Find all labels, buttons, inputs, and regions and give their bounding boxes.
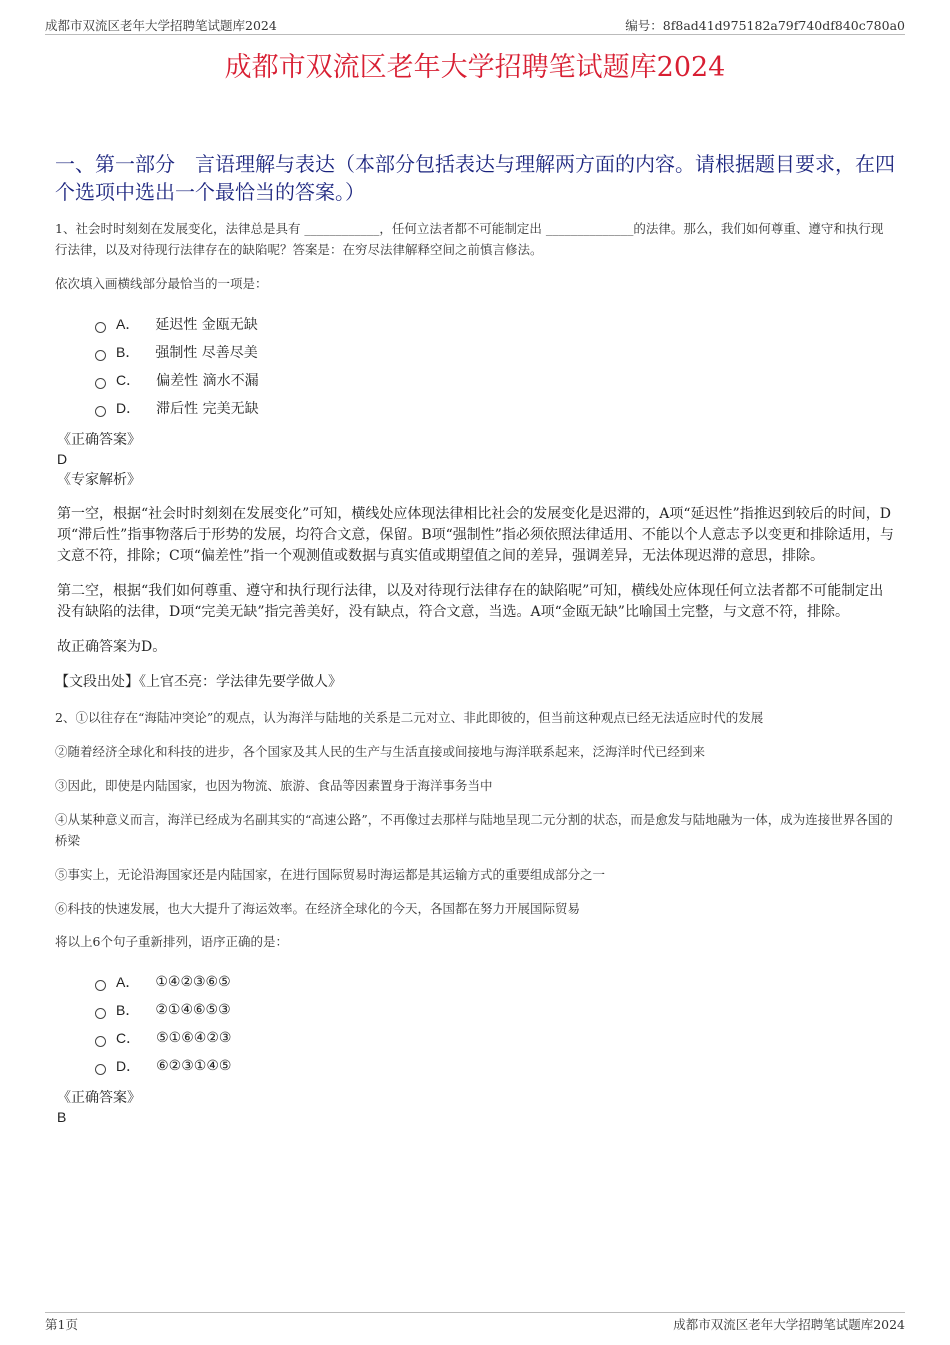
radio-icon[interactable] (95, 406, 106, 417)
analysis-conclusion: 故正确答案为D。 (57, 639, 167, 655)
radio-icon[interactable] (95, 350, 106, 361)
page-footer (45, 1312, 905, 1333)
option-text: 强制性 尽善尽美 (155, 345, 258, 361)
analysis-paragraph: 第二空，根据“我们如何尊重、遵守和执行现行法律，以及对待现行法律存在的缺陷呢”可知，横线处应体现任何立法者都不可能制定出没有缺陷的法律，D项“完美无缺”指完善美好，没有缺点，符合文意，当选。A项“金瓯无缺”比喻国土完整，与文意不符，排除。 (57, 583, 884, 620)
header-doc-title: 成都市双流区老年大学招聘笔试题库2024 (45, 18, 277, 33)
option-text: 偏差性 滴水不漏 (156, 373, 259, 389)
header-doc-id: 编号：8f8ad41d975182a79f740df840c780a0 (625, 18, 905, 33)
option-letter: A． (116, 974, 140, 990)
question-1-options (95, 310, 895, 422)
page-title: 成都市双流区老年大学招聘笔试题库2024 (224, 52, 726, 83)
question-2-sentence: 2、①以往存在“海陆冲突论”的观点，认为海洋与陆地的关系是二元对立、非此即彼的，但当前这种观点已经无法适应时代的发展 (55, 710, 764, 725)
radio-icon[interactable] (95, 1008, 106, 1019)
option-letter: C． (116, 1030, 141, 1046)
option-text: ⑤①⑥④②③ (156, 1030, 232, 1046)
footer-doc-title: 成都市双流区老年大学招聘笔试题库2024 (673, 1317, 905, 1332)
radio-icon[interactable] (95, 1064, 106, 1075)
radio-icon[interactable] (95, 378, 106, 389)
source-citation: 【文段出处】《上官丕亮：学法律先要学做人》 (55, 674, 342, 690)
question-2-sentence: ②随着经济全球化和科技的进步，各个国家及其人民的生产与生活直接或间接地与海洋联系起来，泛海洋时代已经到来 (55, 744, 706, 759)
question-2-option-b[interactable] (95, 996, 895, 1024)
option-letter: D． (116, 400, 141, 416)
radio-icon[interactable] (95, 1036, 106, 1047)
question-1-option-c[interactable] (95, 366, 895, 394)
question-2-options (95, 968, 895, 1080)
section-heading: 一、第一部分 言语理解与表达（本部分包括表达与理解两方面的内容。请根据题目要求，在四个选项中选出一个最恰当的答案。） (55, 152, 895, 204)
page-header (45, 14, 905, 35)
option-letter: B． (116, 344, 140, 360)
option-text: ⑥②③①④⑤ (156, 1058, 232, 1074)
option-text: 滞后性 完美无缺 (156, 401, 259, 417)
page-number: 第1页 (45, 1317, 78, 1332)
option-letter: D． (116, 1058, 141, 1074)
question-2-sentence: ④从某种意义而言，海洋已经成为名副其实的“高速公路”，不再像过去那样与陆地呈现二元分割的状态，而是愈发与陆地融为一体，成为连接世界各国的桥梁 (55, 812, 893, 848)
analysis-label: 《专家解析》 (57, 472, 141, 488)
question-1-option-b[interactable] (95, 338, 895, 366)
option-letter: C． (116, 372, 141, 388)
answer-label: 《正确答案》 (57, 432, 141, 448)
question-1-text: 1、社会时时刻刻在发展变化，法律总是具有 ____________，任何立法者都不可能制定出 ______________的法律。那么，我们如何尊重、遵守和执行现行法律，以及对待现行法律存在的缺陷呢？答案是：在穷尽法律解释空间之前慎言修法。 (55, 221, 884, 257)
question-2-sentence: ⑥科技的快速发展，也大大提升了海运效率。在经济全球化的今天，各国都在努力开展国际贸易 (55, 901, 581, 916)
question-1-option-a[interactable] (95, 310, 895, 338)
option-letter: B． (116, 1002, 140, 1018)
question-1-prompt: 依次填入画横线部分最恰当的一项是： (55, 276, 268, 291)
answer-value: B (57, 1109, 67, 1125)
question-2-option-d[interactable] (95, 1052, 895, 1080)
question-2-prompt: 将以上6个句子重新排列，语序正确的是： (55, 934, 288, 949)
main-content (55, 218, 895, 1126)
radio-icon[interactable] (95, 322, 106, 333)
option-text: ②①④⑥⑤③ (155, 1002, 231, 1018)
radio-icon[interactable] (95, 980, 106, 991)
question-2-option-a[interactable] (95, 968, 895, 996)
answer-value: D (57, 451, 68, 467)
question-2-sentence: ③因此，即使是内陆国家，也因为物流、旅游、食品等因素置身于海洋事务当中 (55, 778, 493, 793)
option-text: 延迟性 金瓯无缺 (155, 317, 258, 333)
question-2-option-c[interactable] (95, 1024, 895, 1052)
question-2-sentence: ⑤事实上，无论沿海国家还是内陆国家，在进行国际贸易时海运都是其运输方式的重要组成部分之一 (55, 867, 606, 882)
question-1-option-d[interactable] (95, 394, 895, 422)
option-text: ①④②③⑥⑤ (155, 974, 231, 990)
answer-label: 《正确答案》 (57, 1090, 141, 1106)
option-letter: A． (116, 316, 140, 332)
analysis-paragraph: 第一空，根据“社会时时刻刻在发展变化”可知，横线处应体现法律相比社会的发展变化是迟滞的，A项“延迟性”指推迟到较后的时间，D项“滞后性”指事物落后于形势的发展，均符合文意，保留。B项“强制性”指必须依照法律适用、不能以个人意志予以变更和排除适用，与文意不符，排除；C项“偏差性”指一个观测值或数据与真实值或期望值之间的差异，强调差异，无法体现迟滞的意思，排除。 (57, 506, 894, 564)
